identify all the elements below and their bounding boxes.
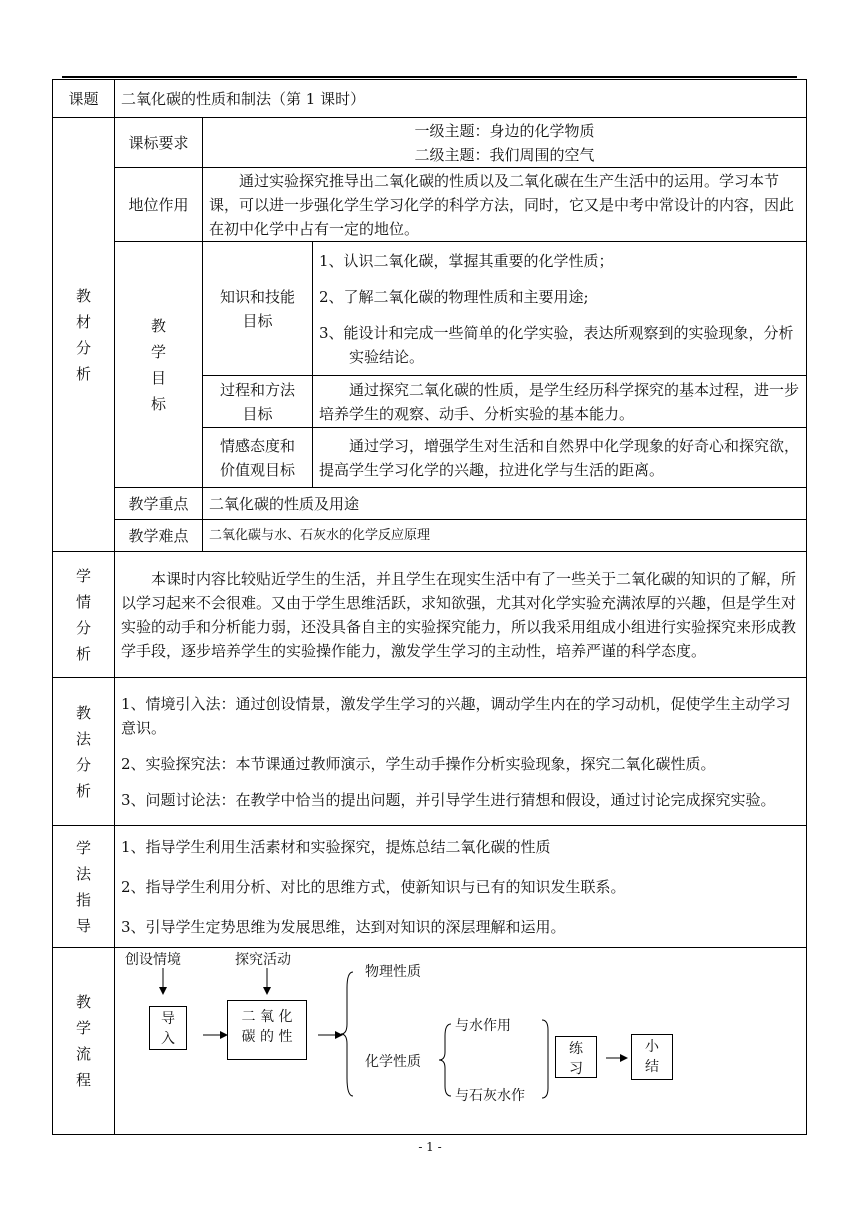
row-topic	[53, 80, 807, 118]
row-xuefa	[53, 826, 807, 948]
xuefa-content	[115, 826, 807, 948]
yushui-label: 与水作用	[455, 1018, 511, 1034]
xuefa-item: 2、指导学生利用分析、对比的思维方式，使新知识与已有的知识发生联系。	[121, 877, 626, 896]
zhishi-item: 2、了解二氧化碳的物理性质和主要用途;	[319, 287, 589, 306]
kebiao-label: 课标要求	[115, 118, 203, 168]
xingzhi-box: 二 氧 化 碳 的 性	[227, 1000, 307, 1060]
section-liucheng: 教 学 流 程	[53, 948, 115, 1135]
daoru-box: 导 入	[149, 1006, 187, 1050]
section-xueqing: 学 情 分 析	[53, 552, 115, 678]
topic-title: 二氧化碳的性质和制法（第 1 课时）	[115, 80, 807, 118]
section-jiaofa: 教 法 分 析	[53, 678, 115, 826]
row-liucheng	[53, 948, 807, 1135]
chuangshe-label: 创设情境	[125, 952, 181, 968]
mubiao-label: 教 学 目 标	[115, 242, 203, 488]
qinggan-label: 情感态度和 价值观目标	[203, 428, 313, 488]
zhishi-item: 1、认识二氧化碳，掌握其重要的化学性质；	[319, 251, 614, 270]
row-nandian	[53, 520, 807, 552]
topic-label: 课题	[53, 80, 115, 118]
zhishi-item: 3、能设计和完成一些简单的化学实验，表达所观察到的实验现象，分析实验结论。	[319, 323, 794, 366]
row-zhongdian	[53, 488, 807, 520]
brace-2	[439, 1024, 451, 1096]
zhongdian-text: 二氧化碳的性质及用途	[203, 488, 807, 520]
nandian-text: 二氧化碳与水、石灰水的化学反应原理	[203, 520, 807, 552]
xuefa-item: 3、引导学生定势思维为发展思维，达到对知识的深层理解和运用。	[121, 917, 566, 936]
zhishi-label: 知识和技能 目标	[203, 242, 313, 376]
nandian-label: 教学难点	[115, 520, 203, 552]
zhongdian-label: 教学重点	[115, 488, 203, 520]
row-diwei	[53, 168, 807, 242]
tanjiu-label: 探究活动	[235, 952, 291, 968]
guocheng-label: 过程和方法 目标	[203, 376, 313, 428]
jiaofa-item: 1、情境引入法：通过创设情景，激发学生学习的兴趣，调动学生内在的学习动机，促使学生主动学习意识。	[121, 694, 791, 737]
lesson-plan-table	[52, 79, 807, 1135]
jiaofa-content	[115, 678, 807, 826]
page-number: - 1 -	[418, 1140, 442, 1154]
guocheng-text: 通过探究二氧化碳的性质，是学生经历科学探究的基本过程，进一步培养学生的观察、动手、分析实验的基本能力。	[313, 376, 807, 428]
jiaofa-item: 3、问题讨论法：在教学中恰当的提出问题，并引导学生进行猜想和假设，通过讨论完成探究实验。	[121, 790, 776, 809]
lianxi-box: 练 习	[555, 1036, 597, 1078]
diwei-text: 通过实验探究推导出二氧化碳的性质以及二氧化碳在生产生活中的运用。学习本节课，可以进一步强化学生学习化学的科学方法，同时，它又是中考中常设计的内容，因此在初中化学中占有一定的地位。	[203, 168, 807, 242]
yushihui-label: 与石灰水作	[455, 1088, 525, 1104]
xiaojie-box: 小 结	[631, 1034, 673, 1080]
huaxue-label: 化学性质	[365, 1054, 421, 1070]
jiaofa-item: 2、实验探究法：本节课通过教师演示，学生动手操作分析实验现象，探究二氧化碳性质。	[121, 754, 716, 773]
kebiao-content: 一级主题：身边的化学物质 二级主题：我们周围的空气	[203, 118, 807, 168]
xueqing-text: 本课时内容比较贴近学生的生活，并且学生在现实生活中有了一些关于二氧化碳的知识的了解，所以学习起来不会很难。又由于学生思维活跃，求知欲强，尤其对化学实验充满浓厚的兴趣，但是学生对实验的动手和分析能力弱，还没具备自主的实验探究能力，所以我采用组成小组进行实验探究来形成教学手段，逐步培养学生的实验操作能力，激发学生学习的主动性，培养严谨的科学态度。	[115, 552, 807, 678]
row-kebiao	[53, 118, 807, 168]
row-xueqing	[53, 552, 807, 678]
zhishi-content	[313, 242, 807, 376]
row-zhishi	[53, 242, 807, 376]
section-jiaocai: 教 材 分 析	[53, 118, 115, 552]
qinggan-text: 通过学习，增强学生对生活和自然界中化学现象的好奇心和探究欲，提高学生学习化学的兴趣，拉进化学与生活的距离。	[313, 428, 807, 488]
header-rule	[62, 76, 797, 78]
brace-1	[341, 972, 353, 1096]
section-xuefa: 学 法 指 导	[53, 826, 115, 948]
flow-diagram	[115, 948, 806, 1134]
flow-cell	[115, 948, 807, 1135]
brace-3	[542, 1020, 548, 1098]
xuefa-item: 1、指导学生利用生活素材和实验探究，提炼总结二氧化碳的性质	[121, 837, 551, 856]
wuli-label: 物理性质	[365, 964, 421, 980]
diwei-label: 地位作用	[115, 168, 203, 242]
row-jiaofa	[53, 678, 807, 826]
